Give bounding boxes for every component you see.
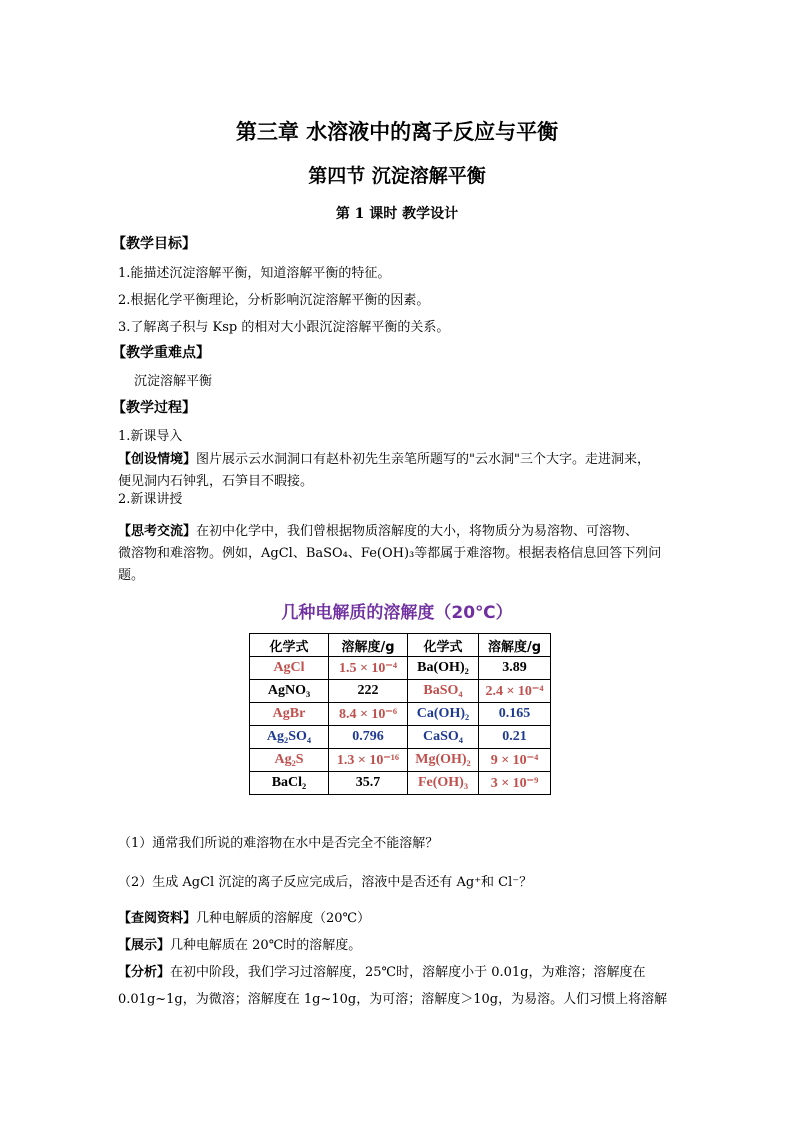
objective-item: 3.了解离子积与 Ksp 的相对大小跟沉淀溶解平衡的关系。 bbox=[118, 320, 450, 335]
table-row bbox=[250, 749, 551, 772]
formula-cell: AgNO₃ bbox=[250, 680, 329, 703]
formula-cell: AgCl bbox=[250, 657, 329, 680]
think-paragraph: 【思考交流】在初中化学中，我们曾根据物质溶解度的大小，将物质分为易溶物、可溶物、 微溶物和难溶物。例如，AgCl、BaSO₄、Fe(OH)₃等都属于难溶物。根据表格信息回答下列问 题。 bbox=[118, 524, 662, 583]
analysis-line-1: 【分析】在初中阶段，我们学习过溶解度，25℃时，溶解度小于 0.01g，为难溶；溶解度在 bbox=[118, 965, 646, 980]
table-row bbox=[250, 772, 551, 795]
formula-cell: AgBr bbox=[250, 703, 329, 726]
scenario-paragraph: 【创设情境】图片展示云水洞洞口有赵朴初先生亲笔所题写的"云水洞"三个大字。走进洞来， 便见洞内石钟乳，石笋目不暇接。 bbox=[118, 452, 650, 489]
header-solubility: 溶解度/g bbox=[479, 634, 551, 657]
step-new-lesson-teaching: 2.新课讲授 bbox=[118, 492, 183, 507]
solubility-cell: 0.21 bbox=[479, 726, 551, 749]
formula-cell: CaSO₄ bbox=[408, 726, 479, 749]
key-points-heading: 【教学重难点】 bbox=[112, 345, 210, 361]
key-points-text: 沉淀溶解平衡 bbox=[134, 374, 213, 389]
table-row bbox=[250, 726, 551, 749]
lookup-tag: 【查阅资料】 bbox=[118, 911, 197, 926]
step-new-lesson-intro: 1.新课导入 bbox=[118, 429, 183, 444]
formula-cell: BaSO₄ bbox=[408, 680, 479, 703]
lesson-title: 第 1 课时 教学设计 bbox=[335, 206, 459, 222]
header-solubility: 溶解度/g bbox=[329, 634, 408, 657]
chapter-title: 第三章 水溶液中的离子反应与平衡 bbox=[235, 119, 559, 144]
solubility-table bbox=[249, 633, 551, 795]
objective-item: 1.能描述沉淀溶解平衡，知道溶解平衡的特征。 bbox=[118, 266, 391, 281]
solubility-cell: 3.89 bbox=[479, 657, 551, 680]
objectives-heading: 【教学目标】 bbox=[112, 236, 196, 252]
formula-cell: Ag₂SO₄ bbox=[250, 726, 329, 749]
table-row bbox=[250, 703, 551, 726]
process-heading: 【教学过程】 bbox=[112, 400, 196, 416]
solubility-cell: 222 bbox=[329, 680, 408, 703]
display-tag: 【展示】 bbox=[118, 938, 171, 953]
formula-cell: Ba(OH)₂ bbox=[408, 657, 479, 680]
table-row bbox=[250, 680, 551, 703]
table-header-row bbox=[250, 634, 551, 657]
solubility-cell: 3 × 10⁻⁹ bbox=[479, 772, 551, 795]
question-2: （2）生成 AgCl 沉淀的离子反应完成后，溶液中是否还有 Ag⁺和 Cl⁻？ bbox=[118, 875, 533, 890]
formula-cell: Ca(OH)₂ bbox=[408, 703, 479, 726]
header-formula: 化学式 bbox=[408, 634, 479, 657]
scenario-tag: 【创设情境】 bbox=[118, 452, 197, 467]
question-1: （1）通常我们所说的难溶物在水中是否完全不能溶解？ bbox=[118, 836, 439, 851]
lookup-line: 【查阅资料】几种电解质的溶解度（20℃） bbox=[118, 911, 371, 926]
section-title: 第四节 沉淀溶解平衡 bbox=[308, 165, 486, 187]
formula-cell: Mg(OH)₂ bbox=[408, 749, 479, 772]
solubility-cell: 35.7 bbox=[329, 772, 408, 795]
solubility-cell: 1.5 × 10⁻⁴ bbox=[329, 657, 408, 680]
analysis-line-2: 0.01g~1g，为微溶；溶解度在 1g~10g，为可溶；溶解度＞10g，为易溶。人们习惯上将溶解 bbox=[118, 992, 668, 1007]
objective-item: 2.根据化学平衡理论，分析影响沉淀溶解平衡的因素。 bbox=[118, 293, 430, 308]
header-formula: 化学式 bbox=[250, 634, 329, 657]
solubility-cell: 9 × 10⁻⁴ bbox=[479, 749, 551, 772]
table-row bbox=[250, 657, 551, 680]
analysis-tag: 【分析】 bbox=[118, 965, 171, 980]
formula-cell: Fe(OH)₃ bbox=[408, 772, 479, 795]
solubility-cell: 1.3 × 10⁻¹⁶ bbox=[329, 749, 408, 772]
solubility-cell: 8.4 × 10⁻⁶ bbox=[329, 703, 408, 726]
solubility-cell: 0.165 bbox=[479, 703, 551, 726]
formula-cell: BaCl₂ bbox=[250, 772, 329, 795]
think-tag: 【思考交流】 bbox=[118, 524, 197, 539]
formula-cell: Ag₂S bbox=[250, 749, 329, 772]
solubility-cell: 2.4 × 10⁻⁴ bbox=[479, 680, 551, 703]
table-title: 几种电解质的溶解度（20℃） bbox=[281, 603, 513, 623]
solubility-cell: 0.796 bbox=[329, 726, 408, 749]
display-line: 【展示】几种电解质在 20℃时的溶解度。 bbox=[118, 938, 362, 953]
